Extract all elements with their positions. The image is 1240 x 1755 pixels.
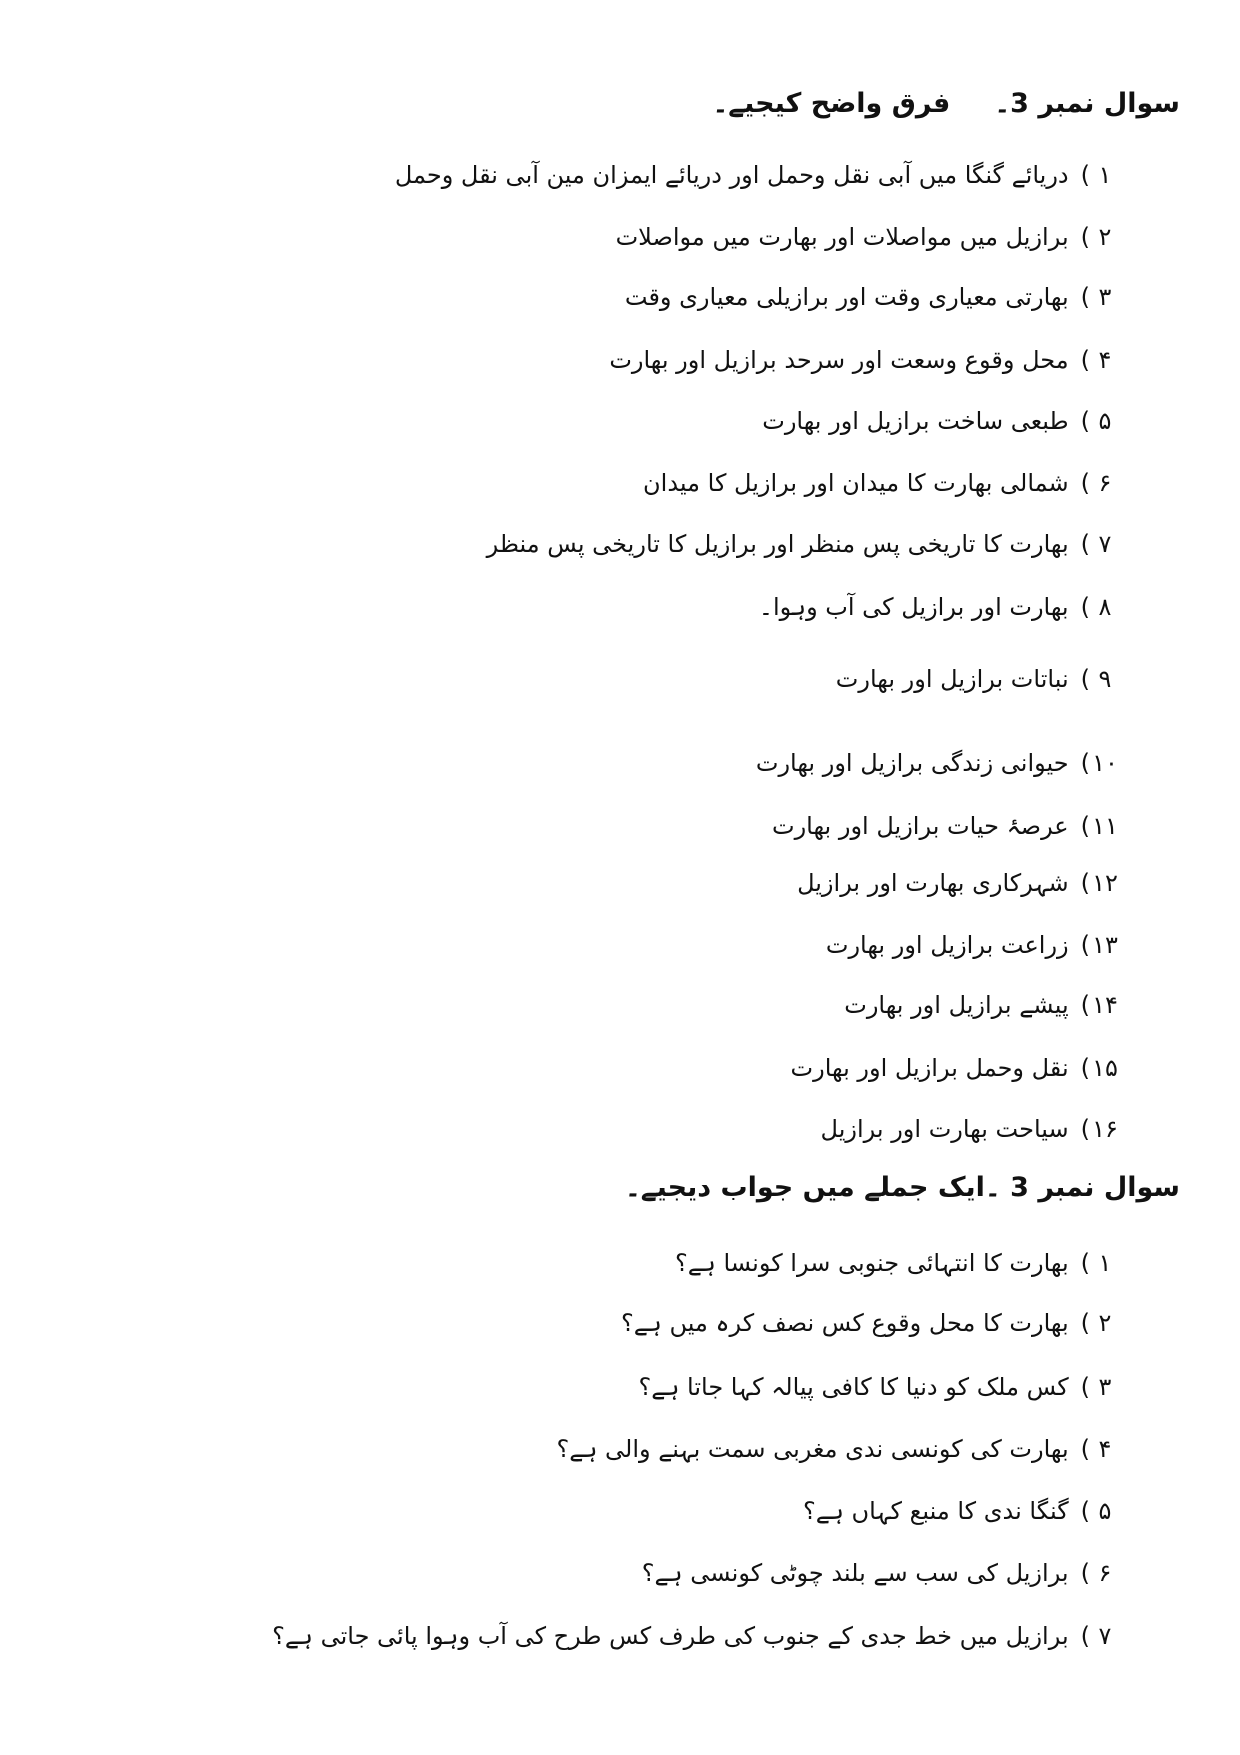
item-text: زراعت برازیل اور بھارت: [825, 931, 1069, 959]
item-text: دریائے گنگا میں آبی نقل وحمل اور دریائے ایمزان مین آبی نقل وحمل: [394, 161, 1069, 189]
item-number: ۵: [1098, 1497, 1112, 1525]
section1-item-15: ۱۵)نقل وحمل برازیل اور بھارت: [791, 1051, 1120, 1085]
section2-item-5: ۵)گنگا ندی کا منبع کہاں ہے؟: [803, 1494, 1120, 1528]
item-number: ۴: [1098, 1435, 1112, 1463]
item-text: برازیل کی سب سے بلند چوٹی کونسی ہے؟: [641, 1559, 1069, 1587]
item-number: ۱۱: [1092, 812, 1118, 840]
item-text: شہرکاری بھارت اور برازیل: [797, 869, 1069, 897]
section1-item-14: ۱۴)پیشے برازیل اور بھارت: [844, 988, 1120, 1022]
section1-item-1: ۱)دریائے گنگا میں آبی نقل وحمل اور دریائے ایمزان مین آبی نقل وحمل: [395, 158, 1120, 192]
item-number: ۷: [1098, 1622, 1112, 1650]
item-text: پیشے برازیل اور بھارت: [844, 991, 1069, 1019]
section2-item-6: ۶)برازیل کی سب سے بلند چوٹی کونسی ہے؟: [642, 1556, 1120, 1590]
item-number: ۱۶: [1092, 1115, 1118, 1143]
item-number: ۱۲: [1092, 869, 1118, 897]
section1-item-11: ۱۱)عرصۂ حیات برازیل اور بھارت: [772, 809, 1120, 843]
section1-item-6: ۶)شمالی بھارت کا میدان اور برازیل کا میدان: [643, 466, 1120, 500]
item-number: ۶: [1098, 1559, 1112, 1587]
item-text: گنگا ندی کا منبع کہاں ہے؟: [803, 1497, 1069, 1525]
item-text: بھارت کا انتہائی جنوبی سرا کونسا ہے؟: [674, 1249, 1069, 1277]
item-text: بھارت اور برازیل کی آب وہوا۔: [758, 593, 1069, 621]
section1-heading: [712, 88, 1180, 119]
item-number: ۹: [1098, 665, 1112, 693]
item-number: ۳: [1098, 1373, 1112, 1401]
item-number: ۱۳: [1092, 931, 1118, 959]
section1-item-8: ۸)بھارت اور برازیل کی آب وہوا۔: [759, 590, 1120, 624]
item-text: کس ملک کو دنیا کا کافی پیالہ کہا جاتا ہے؟: [638, 1373, 1069, 1401]
item-text: حیوانی زندگی برازیل اور بھارت: [755, 749, 1069, 777]
section1-heading-label: سوال نمبر 3۔: [994, 88, 1180, 119]
item-number: ۷: [1098, 530, 1112, 558]
section1-item-2: ۲)برازیل میں مواصلات اور بھارت میں مواصلات: [616, 220, 1120, 254]
item-text: بھارت کا محل وقوع کس نصف کرہ میں ہے؟: [620, 1309, 1069, 1337]
item-text: طبعی ساخت برازیل اور بھارت: [762, 407, 1069, 435]
item-text: برازیل میں مواصلات اور بھارت میں مواصلات: [615, 223, 1069, 251]
section2-heading-label: سوال نمبر 3: [1010, 1172, 1180, 1203]
item-number: ۱۰: [1092, 749, 1118, 777]
item-text: بھارت کا تاریخی پس منظر اور برازیل کا تاریخی پس منظر: [486, 530, 1069, 558]
item-number: ۸: [1098, 593, 1112, 621]
section1-item-12: ۱۲)شہرکاری بھارت اور برازیل: [797, 866, 1120, 900]
item-number: ۱: [1098, 1249, 1112, 1277]
item-text: سیاحت بھارت اور برازیل: [820, 1115, 1069, 1143]
section2-item-1: ۱)بھارت کا انتہائی جنوبی سرا کونسا ہے؟: [675, 1246, 1120, 1280]
item-text: عرصۂ حیات برازیل اور بھارت: [772, 812, 1069, 840]
item-text: نقل وحمل برازیل اور بھارت: [790, 1054, 1069, 1082]
item-text: بھارتی معیاری وقت اور برازیلی معیاری وقت: [624, 283, 1069, 311]
item-number: ۲: [1098, 1309, 1112, 1337]
item-text: شمالی بھارت کا میدان اور برازیل کا میدان: [643, 469, 1069, 497]
item-number: ۶: [1098, 469, 1112, 497]
item-number: ۱: [1098, 161, 1112, 189]
section2-item-3: ۳)کس ملک کو دنیا کا کافی پیالہ کہا جاتا ہے؟: [639, 1370, 1120, 1404]
section1-item-4: ۴)محل وقوع وسعت اور سرحد برازیل اور بھارت: [609, 343, 1120, 377]
section2-item-2: ۲)بھارت کا محل وقوع کس نصف کرہ میں ہے؟: [621, 1306, 1120, 1340]
section1-item-9: ۹)نباتات برازیل اور بھارت: [836, 662, 1120, 696]
item-number: ۴: [1098, 346, 1112, 374]
item-number: ۵: [1098, 407, 1112, 435]
section1-heading-instruction: فرق واضح کیجیے۔: [712, 88, 951, 119]
item-text: محل وقوع وسعت اور سرحد برازیل اور بھارت: [609, 346, 1069, 374]
section1-item-10: ۱۰)حیوانی زندگی برازیل اور بھارت: [756, 746, 1120, 780]
item-number: ۲: [1098, 223, 1112, 251]
section2-item-4: ۴)بھارت کی کونسی ندی مغربی سمت بہنے والی ہے؟: [557, 1432, 1120, 1466]
section2-item-7: ۷)برازیل میں خط جدی کے جنوب کی طرف کس طرح کی آب وہوا پائی جاتی ہے؟: [272, 1619, 1120, 1653]
item-text: برازیل میں خط جدی کے جنوب کی طرف کس طرح کی آب وہوا پائی جاتی ہے؟: [272, 1622, 1069, 1650]
item-number: ۱۴: [1092, 991, 1118, 1019]
item-number: ۳: [1098, 283, 1112, 311]
item-text: بھارت کی کونسی ندی مغربی سمت بہنے والی ہے؟: [556, 1435, 1069, 1463]
section1-item-13: ۱۳)زراعت برازیل اور بھارت: [826, 928, 1120, 962]
item-text: نباتات برازیل اور بھارت: [835, 665, 1069, 693]
section1-item-3: ۳)بھارتی معیاری وقت اور برازیلی معیاری وقت: [625, 280, 1120, 314]
section2-heading-instruction: ۔ایک جملے میں جواب دیجیے۔: [624, 1172, 1001, 1203]
section1-item-7: ۷)بھارت کا تاریخی پس منظر اور برازیل کا تاریخی پس منظر: [487, 527, 1120, 561]
section1-item-5: ۵)طبعی ساخت برازیل اور بھارت: [762, 404, 1120, 438]
item-number: ۱۵: [1092, 1054, 1118, 1082]
section1-item-16: ۱۶)سیاحت بھارت اور برازیل: [821, 1112, 1120, 1146]
section2-heading: [625, 1172, 1180, 1203]
